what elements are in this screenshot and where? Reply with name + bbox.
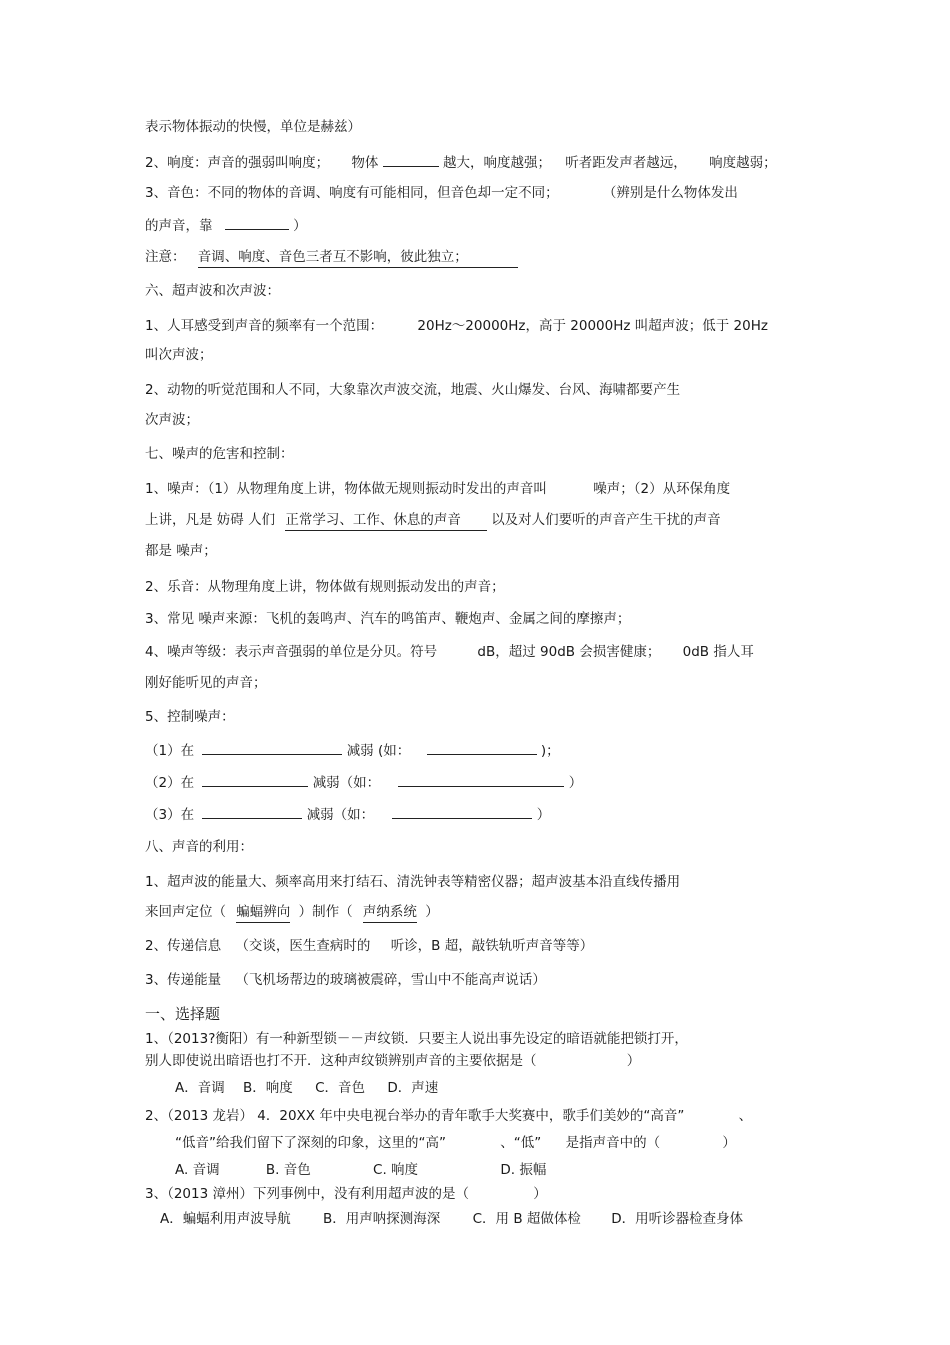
text-line: 2、响度：声音的强弱叫响度； 物体 越大，响度越强； 听者距发声者越远， 响度越弱； (145, 152, 777, 172)
text-line: 2、乐音：从物理角度上讲，物体做有规则振动发出的声音； (145, 579, 505, 595)
option: C. 响度 (373, 1162, 419, 1178)
text-line: 3、音色：不同的物体的音调、响度有可能相同，但音色却一定不同； （辨别是什么物体发出 (145, 185, 738, 201)
option: C．用 B 超做体检 (472, 1211, 581, 1227)
text-line: 2、动物的听觉范围和人不同，大象靠次声波交流，地震、火山爆发、台风、海啸都要产生 (145, 382, 681, 398)
text-line: 1、人耳感受到声音的频率有一个范围： 20Hz～20000Hz，高于 20000Hz 叫超声波；低于 20Hz (145, 318, 768, 334)
text-line: 3、传递能量 （飞机场帮边的玻璃被震碎，雪山中不能高声说话） (145, 972, 546, 988)
text-line: 来回声定位（ 蝙蝠辨向 ）制作（ 声纳系统 ） (145, 903, 439, 923)
option: B．响度 (243, 1080, 293, 1096)
text-line: （1）在 减弱 (如： )； (145, 740, 560, 760)
text-line: 1、超声波的能量大、频率高用来打结石、清洗钟表等精密仪器；超声波基本沿直线传播用 (145, 874, 681, 890)
option: D．声速 (387, 1080, 439, 1096)
option: D. 振幅 (500, 1162, 547, 1178)
text-line: 次声波； (145, 412, 199, 428)
question-2-options (175, 1161, 546, 1179)
section-title: 一、选择题 (145, 1005, 221, 1023)
option: D．用听诊器检查身体 (611, 1211, 744, 1227)
section-heading: 六、超声波和次声波： (145, 283, 280, 299)
text-line: （3）在 减弱（如： ） (145, 804, 550, 824)
text-line: 都是 噪声； (145, 543, 217, 559)
text-line: 刚好能听见的声音； (145, 675, 267, 691)
option: A．蝙蝠利用声波导航 (160, 1211, 291, 1227)
text-line: 的声音，靠 ） (145, 215, 307, 235)
option: A．音调 (175, 1080, 225, 1096)
text-line: 4、噪声等级：表示声音强弱的单位是分贝。符号 dB，超过 90dB 会损害健康； 0dB 指人耳 (145, 644, 754, 660)
text-line: 上讲，凡是 妨碍 人们 正常学习、工作、休息的声音 以及对人们要听的声音产生干扰的声音 (145, 511, 721, 531)
text-line: 5、控制噪声： (145, 709, 235, 725)
text-line: （2）在 减弱（如： ） (145, 772, 582, 792)
fill-blank (202, 772, 308, 787)
option: B．用声呐探测海深 (323, 1211, 441, 1227)
section-heading: 八、声音的利用： (145, 839, 253, 855)
question-2-line2: “低音”给我们留下了深刻的印象，这里的“高” 、“低” 是指声音中的（ ） (175, 1135, 736, 1151)
fill-blank (398, 772, 564, 787)
question-3: 3、（2013 漳州）下列事例中，没有利用超声波的是（ ） (145, 1186, 547, 1202)
fill-blank (392, 804, 532, 819)
text-line: 叫次声波； (145, 347, 213, 363)
option: B. 音色 (265, 1162, 311, 1178)
text-line: 2、传递信息 （交谈，医生查病时的 听诊，B 超，敲铁轨听声音等等） (145, 938, 594, 954)
option: A. 音调 (175, 1162, 220, 1178)
text-line: 1、噪声：（1）从物理角度上讲，物体做无规则振动时发出的声音叫 噪声；（2）从环保角度 (145, 481, 731, 497)
option: C．音色 (315, 1080, 366, 1096)
fill-blank (427, 740, 537, 755)
fill-blank (202, 804, 302, 819)
text-line: 3、常见 噪声来源：飞机的轰鸣声、汽车的鸣笛声、鞭炮声、金属之间的摩擦声； (145, 611, 631, 627)
question-1: 1、（2013?衡阳）有一种新型锁－－声纹锁．只要主人说出事先设定的暗语就能把锁打开， (145, 1031, 688, 1047)
fill-blank (225, 215, 289, 230)
question-2: 2、（2013 龙岩） 4．20XX 年中央电视台举办的青年歌手大奖赛中，歌手们美妙的“高音” 、 (145, 1108, 753, 1124)
question-1-line2: 别人即使说出暗语也打不开．这种声纹锁辨别声音的主要依据是（ ） (145, 1053, 641, 1069)
text-line: 表示物体振动的快慢，单位是赫兹） (145, 119, 361, 135)
section-heading: 七、噪声的危害和控制： (145, 446, 294, 462)
text-line: 注意： 音调、响度、音色三者互不影响，彼此独立； (145, 248, 518, 268)
question-3-options (160, 1210, 743, 1228)
fill-blank (383, 152, 439, 167)
question-1-options (175, 1079, 438, 1097)
fill-blank (202, 740, 342, 755)
